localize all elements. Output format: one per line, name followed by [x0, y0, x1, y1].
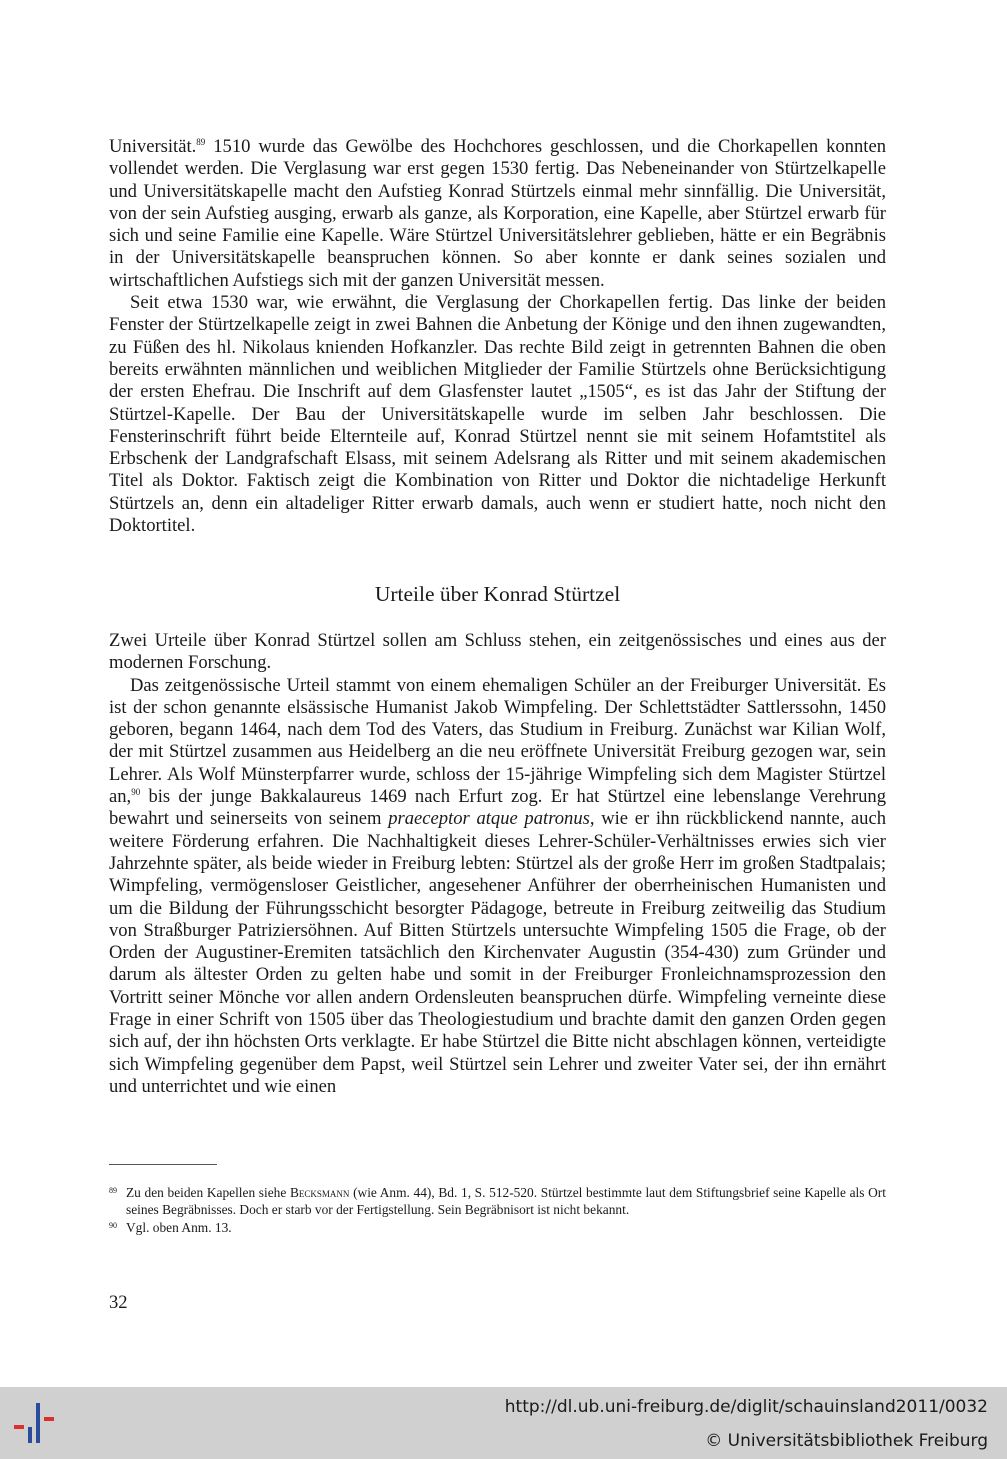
- copyright-notice: © Universitätsbibliothek Freiburg: [705, 1431, 988, 1451]
- body-text-bottom: [109, 630, 886, 1098]
- library-logo-icon: [14, 1403, 62, 1443]
- footnote-marker: 89: [196, 137, 206, 147]
- paragraph: [109, 292, 886, 537]
- text-run: bis der junge Bakkalaureus 1469 nach Erfurt zog. Er hat Stürtzel eine lebenslange Verehrung bewahrt und seinerseits von seinem: [109, 786, 886, 830]
- text-run: Zu den beiden Kapellen siehe: [126, 1185, 290, 1200]
- author-name: Becksmann: [289, 1185, 350, 1200]
- footnote-number: 90: [109, 1220, 117, 1230]
- text-run: Seit etwa 1530 war, wie erwähnt, die Verglasung der Chorkapellen fertig. Das linke der beiden Fenster der Stürtzelkapelle zeigt in zwei Bahnen die Anbetung der Könige und den ihnen zugewandten, zu Füßen des hl. Nikolaus knienden Hofkanzler. Das rechte Bild zeigt in getrennten Bahnen die oben bereits erwähnten männlichen und weiblichen Mitglieder der Familie Stürtzels ohne Berücksichtigung der ersten Ehefrau. Die Inschrift auf dem Glasfenster lautet „1505“, es ist das Jahr der Stiftung der Stürtzel-Kapelle. Der Bau der Universitätskapelle wurde im selben Jahr beschlossen. Die Fensterinschrift führt beide Elternteile auf, Konrad Stürtzel nennt sie mit seinem Hofamtstitel als Erbschenk der Landgrafschaft Elsass, mit seinem Adelsrang als Ritter und mit seinem akademischen Titel als Doktor. Faktisch zeigt die Kombination von Ritter und Doktor die nichtadelige Herkunft Stürtzels an, denn ein altadeliger Ritter erwarb damals, auch wenn er studiert hatte, noch nicht den Doktortitel.: [109, 292, 886, 537]
- footnote-divider: [109, 1164, 217, 1165]
- italic-text: praeceptor atque patronus: [388, 808, 590, 830]
- paragraph: [109, 630, 886, 675]
- source-url-link[interactable]: http://dl.ub.uni-freiburg.de/diglit/schauinsland2011/0032: [504, 1397, 988, 1417]
- text-run: 1510 wurde das Gewölbe des Hochchores geschlossen, und die Chorkapellen konnten vollendet werden. Die Verglasung war erst gegen 1530 fertig. Das Nebeneinander von Stürtzelkapelle und Universitätskapelle macht den Aufstieg Konrad Stürtzels einmal mehr sinnfällig. Die Universität, von der sein Aufstieg ausging, erwarb als ganze, als Korporation, eine Kapelle, aber Stürtzel erwarb für sich und seine Familie eine Kapelle. Wäre Stürtzel Universitätslehrer geblieben, hätte er ein Begräbnis in der Universitätskapelle beanspruchen können. So aber konnte er dank seines sozialen und wirtschaftlichen Aufstiegs sich mit der ganzen Universität messen.: [109, 136, 886, 291]
- footnote-marker: 90: [131, 787, 141, 798]
- text-run: Das zeitgenössische Urteil stammt von einem ehemaligen Schüler an der Freiburger Universität. Es ist der schon genannte elsässische Humanist Jakob Wimpfeling. Der Schlettstädter Sattlerssohn, 1450 geboren, begann 1464, nach dem Tod des Vaters, das Studium in Freiburg. Zunächst war Kilian Wolf, der mit Stürtzel zusammen aus Heidelberg an die neu eröffnete Universität Freiburg gezogen war, sein Lehrer. Als Wolf Münsterpfarrer wurde, schloss der 15-jährige Wimpfeling sich dem Magister Stürtzel an,: [109, 674, 886, 808]
- footer-bar: [0, 1387, 1007, 1459]
- paragraph: [109, 136, 886, 292]
- text-run: (wie Anm. 44), Bd. 1, S. 512-520. Stürtzel bestimmte laut dem Stiftungsbrief seine Kapelle als Ort seines Begräbnisses. Doch er starb vor der Fertigstellung. Sein Begräbnisort ist nicht bekannt.: [126, 1185, 886, 1218]
- footnotes: [109, 1184, 886, 1236]
- text-run: Universität.: [109, 136, 197, 157]
- footnote: [109, 1184, 886, 1219]
- body-text-top: [109, 136, 886, 537]
- text-run: Vgl. oben Anm. 13.: [126, 1219, 232, 1235]
- text-run: Zwei Urteile über Konrad Stürtzel sollen am Schluss stehen, ein zeitgenössisches und eines aus der modernen Forschung.: [109, 630, 886, 674]
- footnote: [109, 1219, 886, 1236]
- footnote-number: 89: [109, 1186, 117, 1195]
- page-number: 32: [109, 1292, 128, 1313]
- paragraph: [109, 675, 886, 1099]
- text-run: , wie er ihn rückblickend nannte, auch weitere Förderung erfahren. Die Nachhaltigkeit dieses Lehrer-Schüler-Verhältnisses erwies sich vier Jahrzehnte später, als beide wieder in Freiburg lebten: Stürtzel als der große Herr im großen Stadtpalais; Wimpfeling, vermögensloser Geistlicher, angesehener Anführer der oberrheinischen Humanisten und um die Bildung der Führungsschicht besorgter Pädagoge, betreute in Freiburg zeitweilig das Studium von Straßburger Patriziersöhnen. Auf Bitten Stürtzels untersuchte Wimpfeling 1505 die Frage, ob der Orden der Augustiner-Eremiten tatsächlich den Kirchenvater Augustin (354-430) zum Gründer und darum als ältester Orden zu gelten habe und somit in der Freiburger Fronleichnamsprozession den Vortritt seiner Mönche vor allen andern Ordensleuten beanspruchen dürfe. Wimpfeling verneinte diese Frage in einer Schrift von 1505 über das Theologiestudium und brachte damit den ganzen Orden gegen sich auf, der ihn höchsten Orts verklagte. Er habe Stürtzel die Bitte nicht abschlagen können, verteidigte sich Wimpfeling gegenüber dem Papst, weil Stürtzel sein Lehrer und zweiter Vater sei, der ihn ernährt und unterrichtet und wie einen: [109, 808, 887, 1097]
- section-heading: Urteile über Konrad Stürtzel: [374, 582, 621, 606]
